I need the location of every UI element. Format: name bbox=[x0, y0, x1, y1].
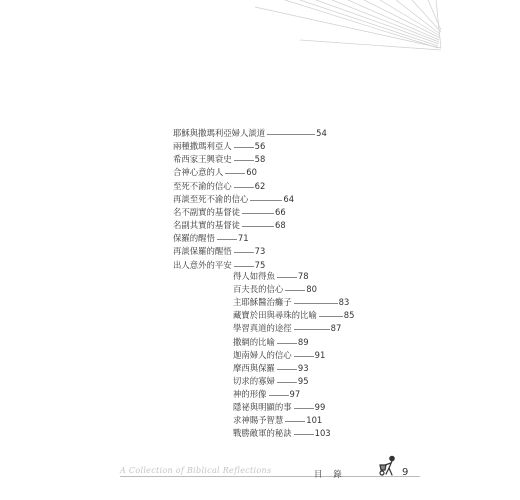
toc-entry-title: 藏寶於田與尋珠的比喻 bbox=[233, 310, 317, 321]
toc-entry-leader bbox=[242, 226, 274, 227]
toc-entry-page: 95 bbox=[297, 375, 309, 386]
toc-entry-leader bbox=[234, 160, 254, 161]
toc-entry-title: 主耶穌醫治癱子 bbox=[233, 297, 292, 308]
toc-entry-page: 97 bbox=[289, 388, 301, 399]
toc-entry-title: 神的形像 bbox=[233, 388, 267, 399]
toc-entry-leader bbox=[277, 369, 297, 370]
toc-entry-leader bbox=[234, 187, 254, 188]
footer-motto: A Collection of Biblical Reflections bbox=[120, 466, 272, 475]
toc-entry-page: 75 bbox=[254, 259, 266, 270]
toc-entry-title: 兩種撒瑪利亞人 bbox=[173, 141, 232, 152]
toc-entry-page: 93 bbox=[297, 362, 309, 373]
toc-entry-leader bbox=[234, 266, 254, 267]
toc-entry-page: 101 bbox=[306, 415, 323, 426]
toc-entry-title: 耶穌與撒瑪利亞婦人談道 bbox=[173, 128, 266, 138]
toc-entry-title: 再談至死不渝的信心 bbox=[173, 193, 249, 204]
toc-entry-page: 85 bbox=[343, 310, 355, 321]
toc-entry-page: 80 bbox=[306, 284, 317, 295]
toc-entry-page: 64 bbox=[283, 193, 295, 204]
toc-entry-leader bbox=[277, 277, 297, 278]
toc-entry-leader bbox=[277, 382, 297, 383]
toc-entry-title: 至死不渝的信心 bbox=[173, 180, 232, 191]
toc-entry-title: 撒網的比喻 bbox=[233, 336, 275, 347]
toc-entry-leader bbox=[234, 147, 254, 148]
toc-entry-page: 62 bbox=[254, 180, 266, 191]
toc-entry-title: 摩西與保羅 bbox=[233, 362, 275, 373]
toc-entry-page: 78 bbox=[297, 271, 309, 281]
toc-entry-leader bbox=[285, 290, 305, 291]
footer-rule bbox=[120, 476, 420, 477]
toc-entry-title: 隱祕與明顯的事 bbox=[233, 402, 292, 412]
toc-entry-leader bbox=[250, 200, 282, 201]
toc-entry-page: 83 bbox=[338, 297, 350, 308]
toc-entry-page: 56 bbox=[254, 141, 266, 152]
toc-entry-leader bbox=[217, 239, 237, 240]
toc-entry-title: 希西家王興衰史 bbox=[173, 154, 232, 165]
toc-entry-leader bbox=[294, 408, 314, 409]
toc-entry-leader bbox=[225, 173, 245, 174]
toc-entry-page: 54 bbox=[316, 128, 327, 138]
person-pushing-wheelbarrow-icon bbox=[378, 455, 400, 477]
toc-entry-title: 戰勝敵軍的秘訣 bbox=[233, 428, 292, 439]
toc-entry-leader bbox=[294, 434, 314, 435]
toc-entry-title: 得人如得魚 bbox=[233, 271, 275, 281]
toc-entry-page: 103 bbox=[314, 428, 331, 439]
toc-entry-title: 切求的寡婦 bbox=[233, 375, 275, 386]
footer-section-label: 目 錄 bbox=[314, 470, 346, 480]
toc-entry-leader bbox=[294, 356, 314, 357]
toc-entry-leader bbox=[319, 316, 343, 317]
toc-entry-page: 87 bbox=[330, 323, 342, 334]
toc-entry-leader bbox=[267, 134, 315, 135]
toc-entry-leader bbox=[294, 303, 338, 304]
toc-entry-leader bbox=[285, 421, 305, 422]
toc-entry-page: 73 bbox=[254, 246, 266, 257]
toc-entry-title: 合神心意的人 bbox=[173, 167, 224, 178]
toc-entry-page: 89 bbox=[297, 336, 309, 347]
toc-entry-leader bbox=[242, 213, 274, 214]
toc-entry-title: 學習真道的途徑 bbox=[233, 323, 292, 334]
toc-entry-title: 名不副實的基督徒 bbox=[173, 206, 240, 217]
toc-entry-page: 68 bbox=[275, 220, 286, 231]
toc-entry-title: 出人意外的平安 bbox=[173, 259, 232, 270]
toc-entry-title: 百夫長的信心 bbox=[233, 284, 284, 295]
decorative-line-art bbox=[0, 0, 520, 60]
toc-entry-title: 名副其實的基督徒 bbox=[173, 220, 240, 231]
toc-entry-leader bbox=[234, 252, 254, 253]
toc-entry-leader bbox=[294, 329, 330, 330]
page-number: 9 bbox=[402, 467, 409, 478]
toc-entry-page: 66 bbox=[275, 206, 286, 217]
toc-entry-leader bbox=[269, 395, 289, 396]
toc-entry-title: 再談保羅的醒悟 bbox=[173, 246, 232, 257]
toc-entry-title: 求神賜予智慧 bbox=[233, 415, 284, 426]
toc-entry-page: 71 bbox=[237, 233, 249, 244]
toc-entry-leader bbox=[277, 343, 297, 344]
toc-entry-title: 迦南婦人的信心 bbox=[233, 349, 292, 360]
toc-entry-page: 99 bbox=[314, 402, 326, 412]
toc-entry-page: 58 bbox=[254, 154, 266, 165]
toc-entry-title: 保羅的醒悟 bbox=[173, 233, 215, 244]
toc-entry-page: 91 bbox=[314, 349, 326, 360]
toc-entry-page: 60 bbox=[246, 167, 257, 178]
